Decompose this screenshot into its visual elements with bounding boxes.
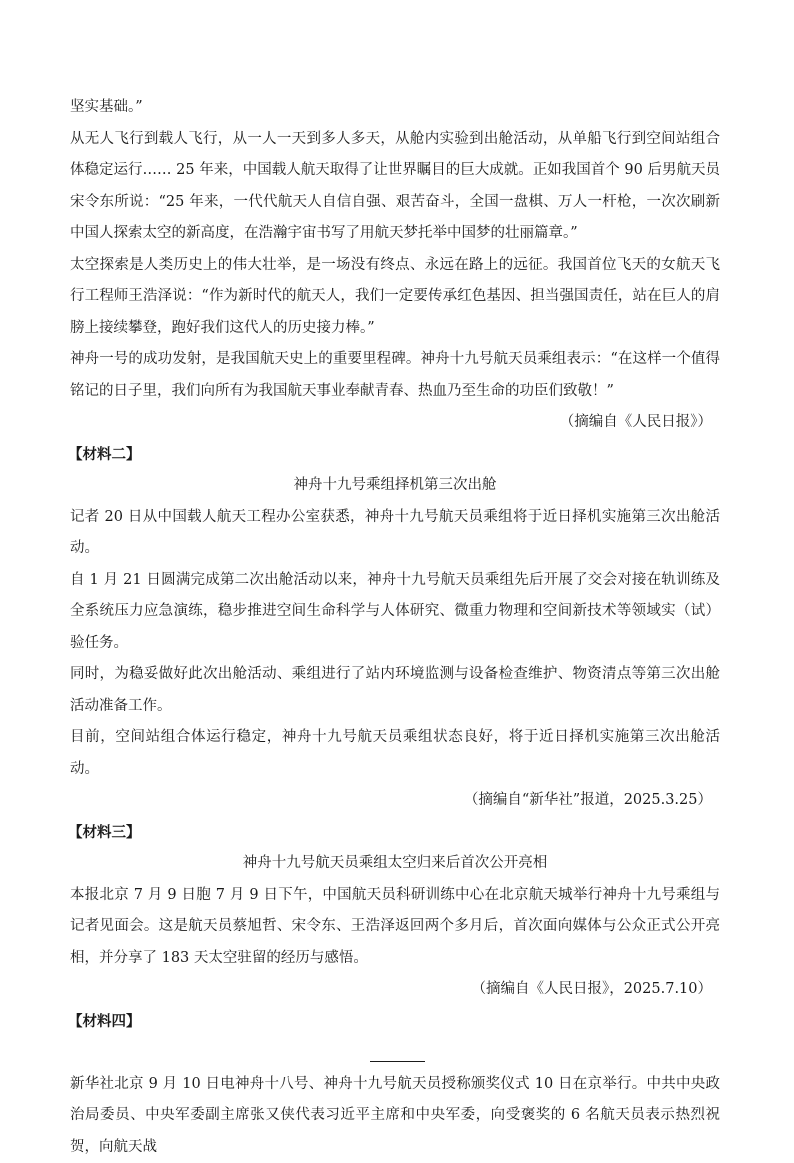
material-3-source: （摘编自《人民日报》，2025.7.10）: [70, 974, 720, 1006]
material-2-label: 【材料二】: [68, 439, 720, 471]
paragraph: 太空探索是人类历史上的伟大壮举，是一场没有终点、永远在路上的远征。我国首位飞天的女航天飞行工程师王浩泽说：“作为新时代的航天人，我们一定要传承红色基因、担当强国责任，站在巨人的肩膀上接续攀登，跑好我们这代人的历史接力棒。”: [70, 250, 720, 345]
paragraph: 记者 20 日从中国载人航天工程办公室获悉，神舟十九号航天员乘组将于近日择机实施第三次出舱活动。: [70, 502, 720, 565]
fill-in-blank-line: [370, 1061, 425, 1062]
material-4-title-blank: [70, 1037, 720, 1069]
material-1-source: （摘编自《人民日报》）: [70, 407, 720, 439]
material-1-body: [70, 92, 720, 439]
material-2-title: 神舟十九号乘组择机第三次出舱: [70, 470, 720, 502]
material-3-label: 【材料三】: [68, 817, 720, 849]
material-2-source: （摘编自“新华社”报道，2025.3.25）: [70, 785, 720, 817]
paragraph: 从无人飞行到载人飞行，从一人一天到多人多天，从舱内实验到出舱活动，从单船飞行到空间站组合体稳定运行…… 25 年来，中国载人航天取得了让世界瞩目的巨大成就。正如我国首个 90 后男航天员宋令东所说：“25 年来，一代代航天人自信自强、艰苦奋斗，全国一盘棋、万人一杆枪，一次次刷新中国人探索太空的新高度，在浩瀚宇宙书写了用航天梦托举中国梦的壮丽篇章。”: [70, 124, 720, 250]
document-page: [70, 92, 720, 1163]
paragraph: 坚实基础。”: [70, 92, 720, 124]
material-4-label: 【材料四】: [68, 1006, 720, 1038]
paragraph: 本报北京 7 月 9 日胞 7 月 9 日下午，中国航天员科研训练中心在北京航天城举行神舟十九号乘组与记者见面会。这是航天员蔡旭哲、宋令东、王浩泽返回两个多月后，首次面向媒体与公众正式公开亮相，并分享了 183 天太空驻留的经历与感悟。: [70, 880, 720, 975]
paragraph: 目前，空间站组合体运行稳定，神舟十九号航天员乘组状态良好，将于近日择机实施第三次出舱活动。: [70, 722, 720, 785]
paragraph: 神舟一号的成功发射，是我国航天史上的重要里程碑。神舟十九号航天员乘组表示：“在这样一个值得铭记的日子里，我们向所有为我国航天事业奉献青春、热血乃至生命的功臣们致敬！”: [70, 344, 720, 407]
paragraph: 同时，为稳妥做好此次出舱活动、乘组进行了站内环境监测与设备检查维护、物资清点等第三次出舱活动准备工作。: [70, 659, 720, 722]
material-3: [70, 817, 720, 1006]
material-3-title: 神舟十九号航天员乘组太空归来后首次公开亮相: [70, 848, 720, 880]
paragraph: 新华社北京 9 月 10 日电神舟十八号、神舟十九号航天员授称颁奖仪式 10 日在京举行。中共中央政治局委员、中央军委副主席张又侠代表习近平主席和中央军委，向受褒奖的 6 名航天员表示热烈祝贺，向航天战: [70, 1069, 720, 1163]
paragraph: 自 1 月 21 日圆满完成第二次出舱活动以来，神舟十九号航天员乘组先后开展了交会对接在轨训练及全系统压力应急演练，稳步推进空间生命科学与人体研究、微重力物理和空间新技术等领域实（试）验任务。: [70, 565, 720, 660]
material-2: [70, 439, 720, 817]
material-4: [70, 1006, 720, 1163]
